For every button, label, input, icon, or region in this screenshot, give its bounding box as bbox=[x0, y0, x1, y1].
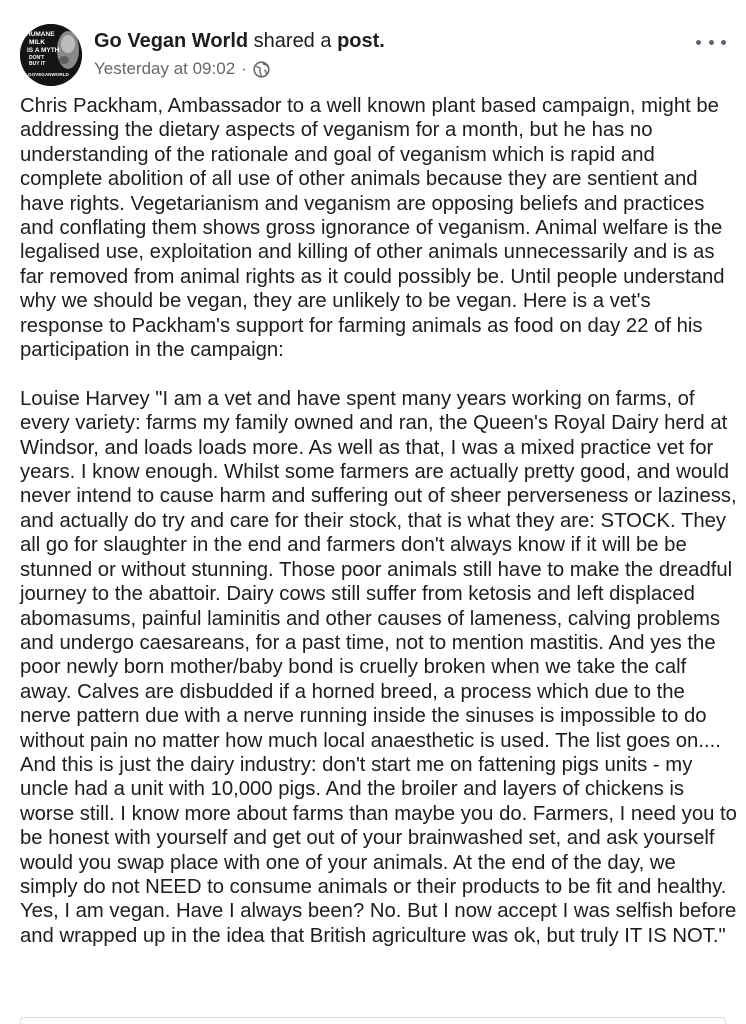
avatar-image bbox=[20, 24, 82, 86]
post-paragraph-1: Chris Packham, Ambassador to a well known plant based campaign, might be addressing the dietary aspects of veganism for a month, but he has no understanding of the rationale and goal of veganism which is rapid and complete abolition of all use of other animals because they are sentient and have rights. Vegetarianism and veganism are opposing beliefs and practices and conflating them shows gross ignorance of veganism. Animal welfare is the legalised use, exploitation and killing of other animals unnecessarily and is as far removed from animal rights as it could possibly be. Until people understand why we should be vegan, they are unlikely to be vegan. Here is a vet's response to Packham's support for farming animals as food on day 22 of his participation in the campaign: bbox=[20, 95, 725, 362]
avatar-text-3: IS A MYTH bbox=[27, 47, 60, 54]
avatar-text-1: HUMANE bbox=[26, 31, 55, 38]
avatar-text-5: BUY IT bbox=[29, 61, 46, 67]
more-options-icon[interactable] bbox=[696, 32, 726, 52]
author-name-link[interactable]: Go Vegan World bbox=[94, 30, 249, 52]
post-header bbox=[20, 22, 732, 88]
avatar[interactable] bbox=[20, 24, 82, 86]
avatar-text-6: GOVEGANWORLD bbox=[28, 72, 69, 77]
timestamp-link[interactable]: Yesterday at 09:02 bbox=[94, 59, 236, 78]
post-paragraph-2: Louise Harvey "I am a vet and have spent many years working on farms, of every variety: farms my family owned and ran, the Queen's Royal Dairy herd at Windsor, and loads loads more. As well as that, I was a mixed practice vet for years. I know enough. Whilst some farmers are actually pretty good, and would never intend to cause harm and suffering out of sheer perverseness or laziness, and actually do try and care for their stock, that is what they are: STOCK. They all go for slaughter in the end and farmers don't always know if it will be be stunned or without stunning. Those poor animals still have to make the dreadful journey to the abattoir. Dairy cows still suffer from ketosis and left displaced abomasums, painful laminitis and other causes of lameness, calving problems and undergo caesareans, for a past time, not to mention mastitis. And yes the poor newly born mother/baby bond is cruelly broken when we take the calf away. Calves are disbudded if a horned breed, a process which due to the nerve pattern due with a nerve running inside the sinuses is impossible to do without pain no matter how much local anaesthetic is used. The list goes on.... And this is just the dairy industry: don't start me on fattening pigs units - my uncle had a unit with 10,000 pigs. And the broiler and layers of chickens is worse still. I know more about farms than maybe you do. Farmers, I need you to be honest with yourself and get out of your brainwashed set, and ask yourself would you swap place with one of your animals. At the end of the day, we simply do not NEED to consume animals or their products to be fit and healthy. Yes, I am vegan. Have I always been? No. But I now accept I was selfish before and wrapped up in the idea that British agriculture was ok, but truly IT IS NOT." bbox=[20, 387, 737, 947]
post-header-text bbox=[94, 28, 385, 80]
avatar-text-2: MILK bbox=[29, 39, 45, 46]
post-body bbox=[20, 94, 738, 948]
author-line bbox=[94, 28, 385, 54]
avatar-text-4: DON'T bbox=[29, 55, 45, 61]
more-options-dot bbox=[721, 40, 726, 45]
more-options-dot bbox=[709, 40, 714, 45]
shared-post-link[interactable]: post. bbox=[337, 30, 385, 52]
globe-icon[interactable] bbox=[253, 61, 270, 78]
meta-separator: · bbox=[241, 59, 247, 78]
more-options-dot bbox=[696, 40, 701, 45]
attachment-preview-edge bbox=[20, 1017, 726, 1024]
shared-action-text: shared a bbox=[253, 30, 332, 52]
post-meta bbox=[94, 58, 385, 80]
